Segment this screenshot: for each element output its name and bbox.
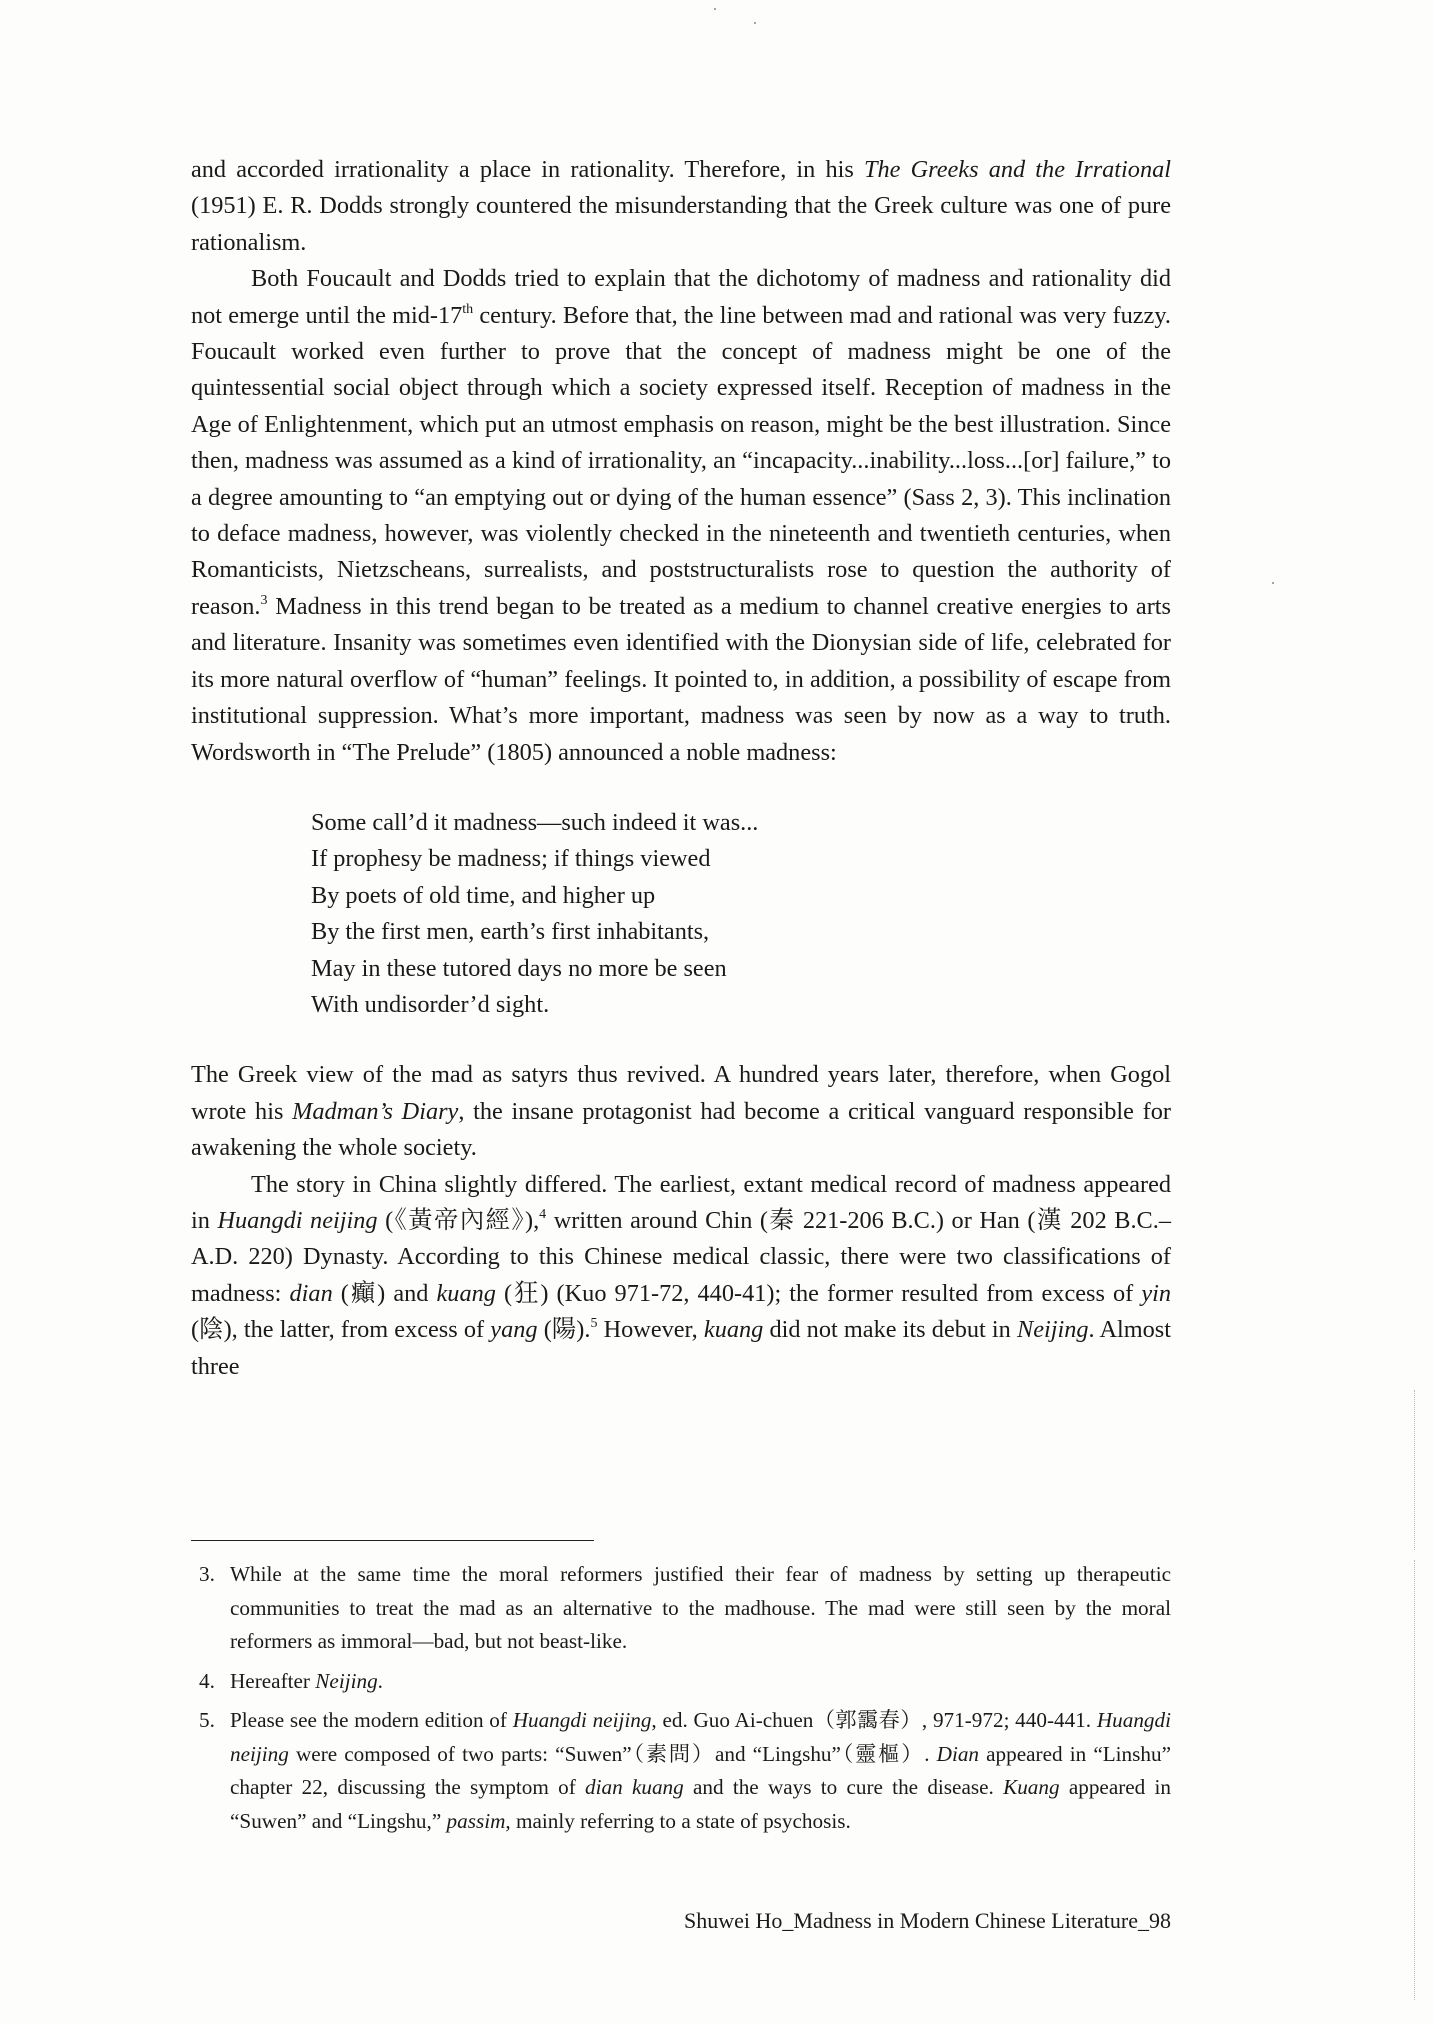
poem-line: By poets of old time, and higher up [311, 881, 656, 909]
footnotes [191, 1558, 1171, 1844]
footnote-separator [191, 1540, 594, 1541]
scan-speck [714, 8, 716, 10]
poem-line: Some call’d it madness—such indeed it was... [311, 808, 759, 836]
poem-line: With undisorder’d sight. [311, 990, 550, 1018]
footnote-ref-4: 4 [539, 1206, 547, 1222]
poem-line: By the first men, earth’s first inhabitants, [311, 918, 710, 946]
footnote-3: 3. While at the same time the moral reformers justified their fear of madness by setting up therapeutic communities to treat the mad as an alternative to the madhouse. The mad were still seen by the moral reformers as immoral—bad, but not beast-like. [199, 1562, 1171, 1653]
paragraph-4: The story in China slightly differed. The earliest, extant medical record of madness appeared in Huangdi neijing (《黃帝內經》),$^4$ written around Chin (秦 221-206 B.C.) or Han (漢 202 B.C.–A.D. 220) Dynasty. According to this Chinese medical classic, there were two classifications of madness: dian (癲) and kuang (狂) (Kuo 971-72, 440-41); the former resulted from excess of yin (陰), the latter, from excess of yang (陽).$^5$ However, kuang did not make its debut in Neijing. Almost three [191, 1170, 1171, 1380]
main-text [191, 152, 1171, 1385]
running-footer: Shuwei Ho_Madness in Modern Chinese Literature_98 [684, 1908, 1171, 1933]
scan-speck [1272, 582, 1274, 584]
footnote-ref-3: 3 [260, 592, 268, 608]
paragraph-2: Both Foucault and Dodds tried to explain that the dichotomy of madness and rationality did not emerge until the mid-17th century. Before that, the line between mad and rational was very fuzzy. Foucault worked even further to prove that the concept of madness might be one of the quintessential social object through which a society expressed itself. Reception of madness in the Age of Enlightenment, which put an utmost emphasis on reason, might be the best illustration. Since then, madness was assumed as a kind of irrationality, an “incapacity...inability...loss...[or] failure,” to a degree amounting to “an emptying out or dying of the human essence” (Sass 2, 3). This inclination to deface madness, however, was violently checked in the nineteenth and twentieth centuries, when Romanticists, Nietzscheans, surrealists, and poststructuralists rose to question the authority of reason.$^3$ Madness in this trend began to be treated as a medium to channel creative energies to arts and literature. Insanity was sometimes even identified with the Dionysian side of life, celebrated for its more natural overflow of “human” feelings. It pointed to, in addition, a possibility of escape from institutional suppression. What’s more important, madness was seen by now as a way to truth. Wordsworth in “The Prelude” (1805) announced a noble madness: [191, 265, 1171, 766]
footnote-4: 4. Hereafter Neijing. [199, 1668, 383, 1693]
footnote-ref-5: 5 [590, 1316, 598, 1332]
paragraph-1: and accorded irrationality a place in rationality. Therefore, in his The Greeks and the Irrational (1951) E. R. Dodds strongly countered the misunderstanding that the Greek culture was one of pure rationalism. [191, 156, 1171, 256]
scan-artifact [1414, 1390, 1415, 1550]
paragraph-3: The Greek view of the mad as satyrs thus revived. A hundred years later, therefore, when Gogol wrote his Madman’s Diary, the insane protagonist had become a critical vanguard responsible for awakening the whole society. [191, 1061, 1171, 1162]
block-quote-poem [311, 805, 1171, 1023]
scan-speck [754, 22, 756, 24]
poem-line: May in these tutored days no more be seen [311, 954, 727, 982]
scan-artifact [1414, 1560, 1415, 2000]
poem-line: If prophesy be madness; if things viewed [311, 845, 711, 873]
footnote-5: 5. Please see the modern edition of Huangdi neijing, ed. Guo Ai-chuen（郭靄春）, 971-972; 440-441. Huangdi neijing were composed of two parts: “Suwen”（素問）and “Lingshu”（靈樞）. Dian appeared in “Linshu” chapter 22, discussing the symptom of dian kuang and the ways to cure the disease. Kuang appeared in “Suwen” and “Lingshu,” passim, mainly referring to a state of psychosis. [199, 1708, 1172, 1833]
